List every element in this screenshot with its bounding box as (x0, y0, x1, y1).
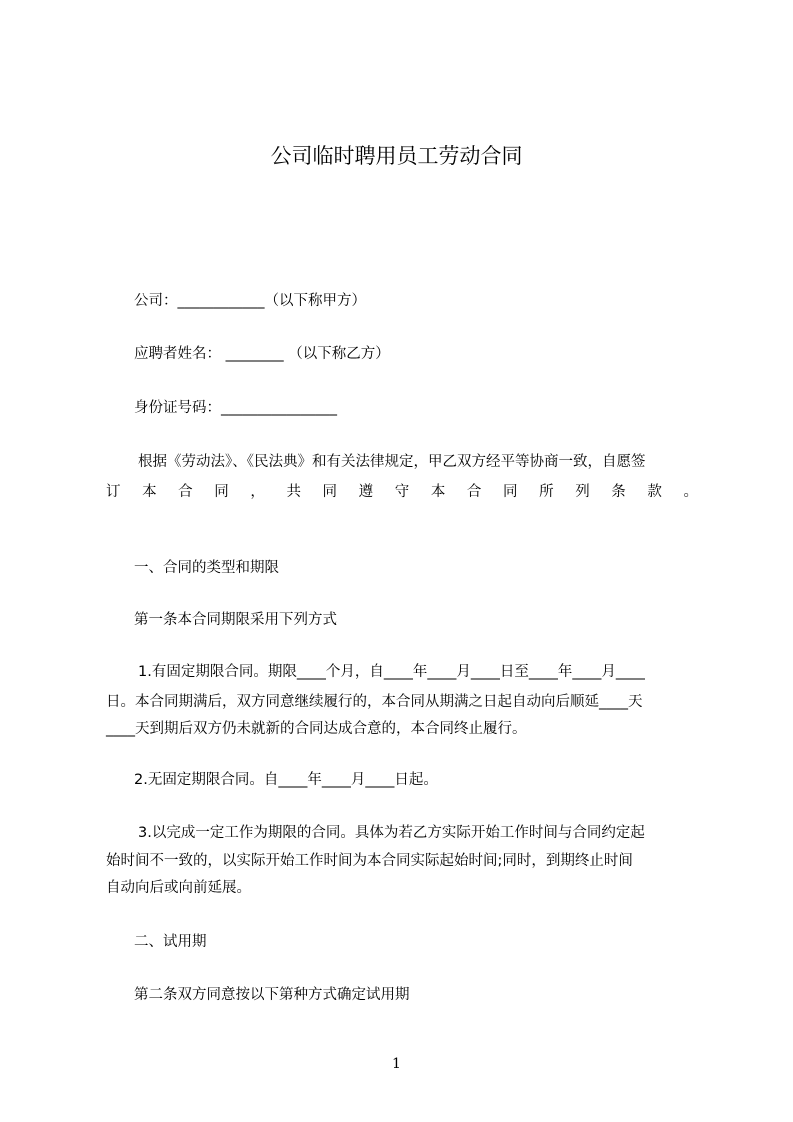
company-line: 公司：____________（以下称甲方） (134, 293, 366, 309)
item-1-line-3: ____天到期后双方仍未就新的合同达成合意的，本合同终止履行。 (106, 721, 527, 737)
item-1-line-2: 日。本合同期满后，双方同意继续履行的，本合同从期满之日起自动向后顺延____天 (106, 694, 643, 710)
article-2-heading: 第二条双方同意按以下第种方式确定试用期 (134, 987, 410, 1003)
item-3-line-2: 始时间不一致的，以实际开始工作时间为本合同实际起始时间;同时，到期终止时间 (106, 853, 633, 869)
preamble-line-1: 根据《劳动法》、《民法典》和有关法律规定，甲乙双方经平等协商一致，自愿签 (138, 454, 646, 470)
item-3-line-3: 自动向后或向前延展。 (106, 880, 251, 896)
section-1-heading: 一、合同的类型和期限 (134, 560, 279, 576)
document-title: 公司临时聘用员工劳动合同 (270, 144, 523, 168)
section-2-heading: 二、试用期 (134, 934, 207, 950)
page-number: 1 (392, 1056, 401, 1072)
item-1-line-1: 1.有固定期限合同。期限____个月，自____年____月____日至____年____月____ (138, 664, 645, 680)
item-3-line-1: 3.以完成一定工作为期限的合同。具体为若乙方实际开始工作时间与合同约定起 (138, 825, 645, 841)
article-1-heading: 第一条本合同期限采用下列方式 (134, 612, 337, 628)
preamble-line-2: 订本合同，共同遵守本合同所列条款。 (106, 484, 698, 500)
id-number-line: 身份证号码：________________ (134, 400, 337, 416)
applicant-name-line: 应聘者姓名： ________ （以下称乙方） (134, 346, 390, 362)
item-2-line-1: 2.无固定期限合同。自____年____月____日起。 (134, 772, 438, 788)
